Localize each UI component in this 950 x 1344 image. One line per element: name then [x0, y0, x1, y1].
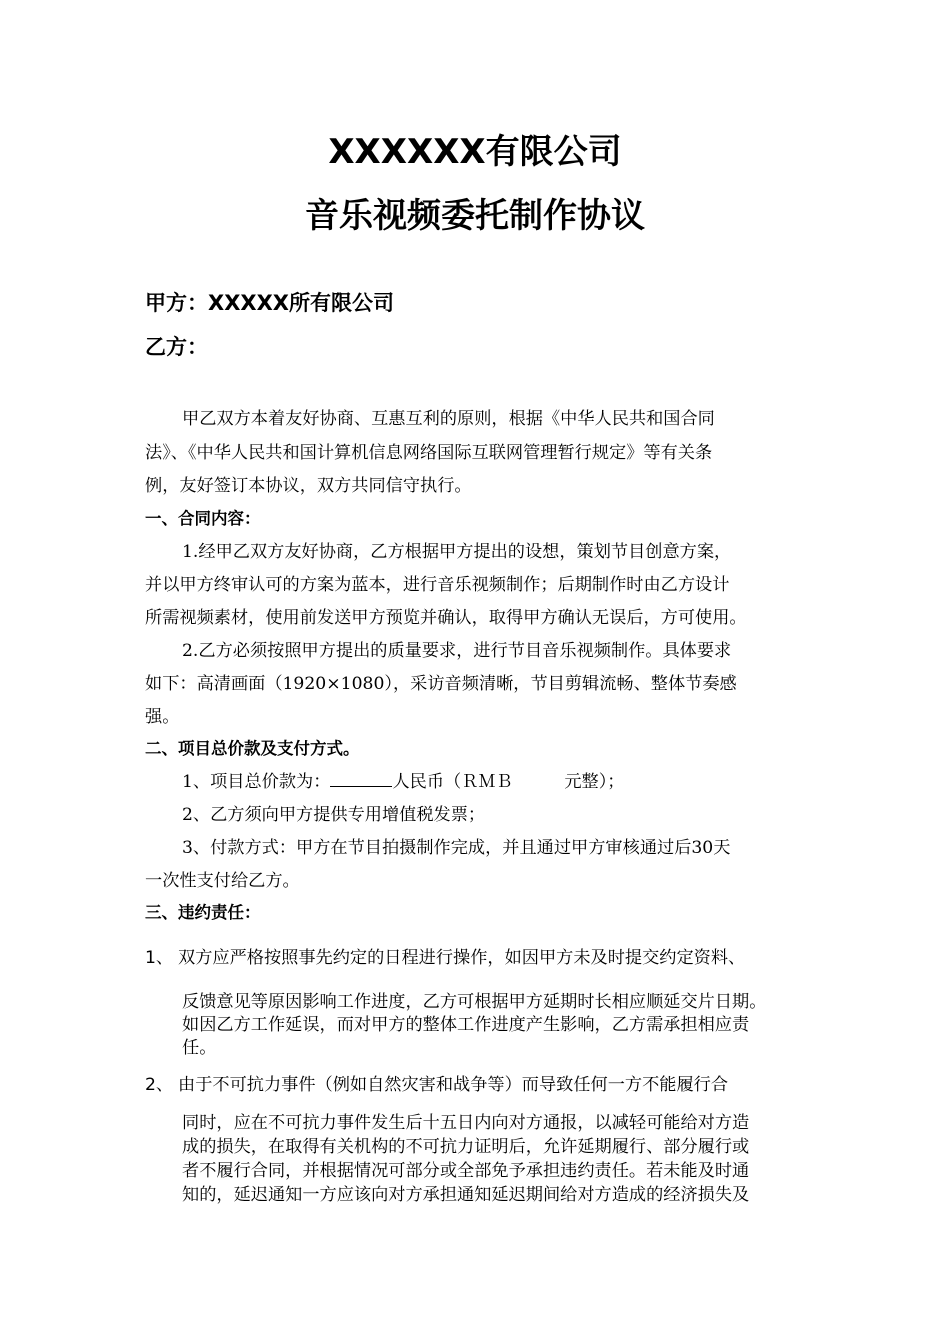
price-currency: 人民币（ＲＭＢ 元整）；: [392, 772, 625, 792]
price-line: [182, 767, 624, 792]
breach-item-2-line: 成的损失，在取得有关机构的不可抗力证明后，允许延期履行、部分履行或: [182, 1137, 750, 1157]
list-number-1: 1、: [145, 948, 174, 968]
document-title-line2: 音乐视频委托制作协议: [305, 196, 645, 236]
section-1-para-2-line: 强。: [145, 707, 180, 727]
section-1-para-1-line: 所需视频素材，使用前发送甲方预览并确认，取得甲方确认无误后，方可使用。: [145, 608, 747, 628]
payment-line: 3、付款方式：甲方在节目拍摄制作完成，并且通过甲方审核通过后30天: [182, 838, 731, 858]
breach-item-2-line: 知的，延迟通知一方应该向对方承担通知延迟期间给对方造成的经济损失及: [182, 1185, 750, 1205]
invoice-line: 2、乙方须向甲方提供专用增值税发票；: [182, 805, 486, 825]
breach-item-2-line: 由于不可抗力事件（例如自然灾害和战争等）而导致任何一方不能履行合: [178, 1075, 729, 1095]
party-a: 甲方：XXXXX所有限公司: [145, 291, 394, 315]
breach-item-1-line: 反馈意见等原因影响工作进度，乙方可根据甲方延期时长相应顺延交片日期。: [182, 992, 767, 1012]
section-1-para-1-line: 1.经甲乙双方友好协商，乙方根据甲方提出的设想，策划节目创意方案，: [182, 542, 732, 562]
payment-line: 一次性支付给乙方。: [145, 871, 300, 891]
section-2-heading: 二、项目总价款及支付方式。: [145, 739, 360, 758]
section-1-para-2-line: 2.乙方必须按照甲方提出的质量要求，进行节目音乐视频制作。具体要求: [182, 641, 732, 661]
section-1-para-1-line: 并以甲方终审认可的方案为蓝本，进行音乐视频制作；后期制作时由乙方设计: [145, 575, 730, 595]
breach-item-1-line: 如因乙方工作延误，而对甲方的整体工作进度产生影响，乙方需承担相应责: [182, 1015, 750, 1035]
breach-item-2-line: 者不履行合同，并根据情况可部分或全部免予承担违约责任。若未能及时通: [182, 1161, 750, 1181]
intro-line: 甲乙双方本着友好协商、互惠互利的原则，根据《中华人民共和国合同: [182, 409, 715, 429]
section-1-heading: 一、合同内容：: [145, 509, 261, 528]
breach-item-1-line: 双方应严格按照事先约定的日程进行操作，如因甲方未及时提交约定资料、: [178, 948, 746, 968]
price-label: 1、项目总价款为：: [182, 772, 331, 792]
party-b: 乙方：: [145, 335, 208, 359]
document-title-line1: XXXXXX有限公司: [328, 132, 622, 172]
section-1-para-2-line: 如下：高清画面（1920×1080），采访音频清晰，节目剪辑流畅、整体节奏感: [145, 674, 737, 694]
intro-line: 例，友好签订本协议，双方共同信守执行。: [145, 476, 472, 496]
section-3-heading: 三、违约责任：: [145, 903, 261, 922]
intro-line: 法》、《中华人民共和国计算机信息网络国际互联网管理暂行规定》等有关条: [145, 443, 713, 463]
breach-item-1-line: 任。: [182, 1038, 217, 1058]
price-blank: [330, 770, 392, 787]
list-number-2: 2、: [145, 1075, 174, 1095]
breach-item-2-line: 同时，应在不可抗力事件发生后十五日内向对方通报，以减轻可能给对方造: [182, 1113, 750, 1133]
